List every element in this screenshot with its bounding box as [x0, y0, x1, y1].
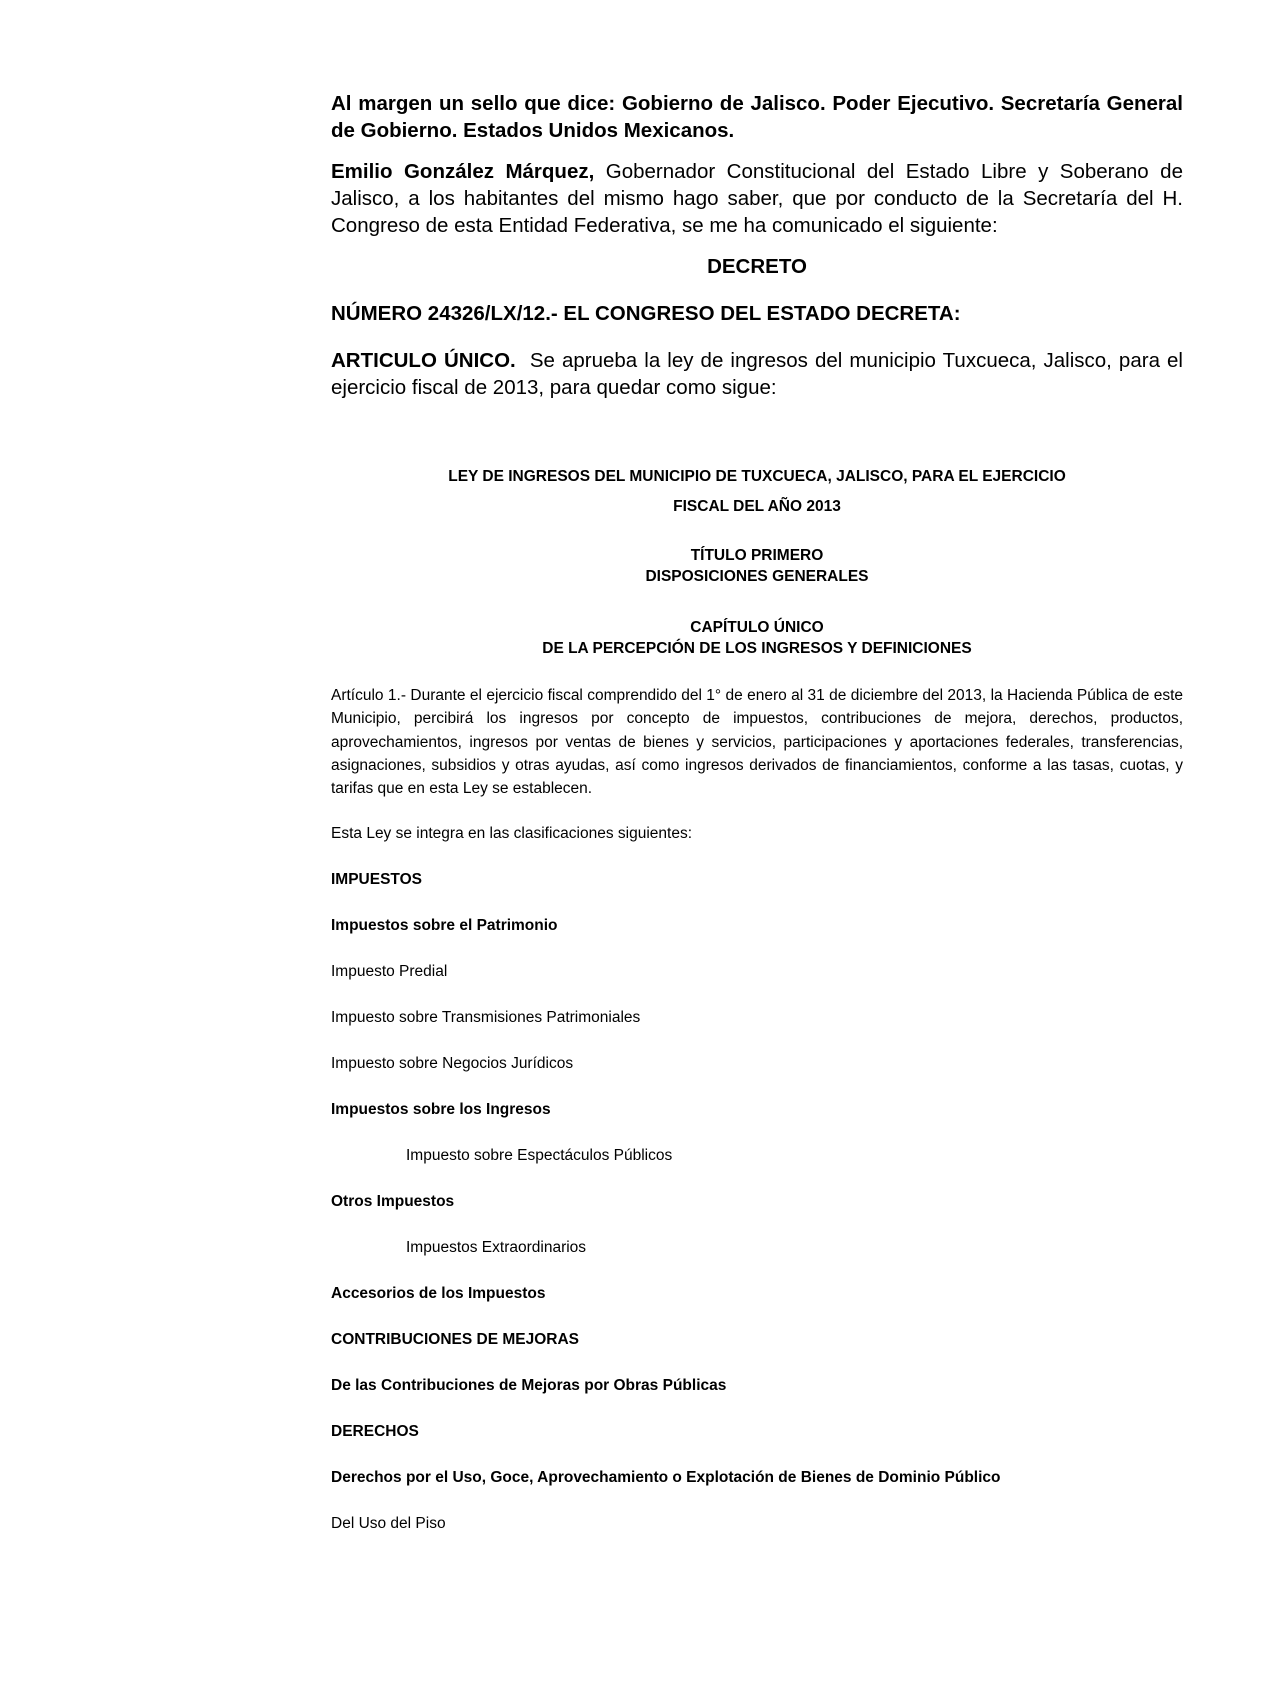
chapter-heading	[331, 617, 1183, 659]
title-first	[331, 545, 1183, 587]
title-first-line2: DISPOSICIONES GENERALES	[645, 568, 869, 585]
law-title	[331, 462, 1183, 522]
list-item-contribuciones: CONTRIBUCIONES DE MEJORAS	[331, 1331, 580, 1348]
chapter-line1: CAPÍTULO ÚNICO	[690, 619, 824, 636]
seal-notice: Al margen un sello que dice: Gobierno de Jalisco. Poder Ejecutivo. Secretaría General de Gobierno. Estados Unidos Mexicanos.	[331, 92, 1183, 142]
decree-heading: DECRETO	[707, 255, 807, 278]
list-item-uso-piso: Del Uso del Piso	[331, 1515, 446, 1532]
single-article-text: Se aprueba la ley de ingresos del municipio Tuxcueca, Jalisco, para el ejercicio fiscal de 2013, para quedar como sigue:	[331, 349, 1189, 399]
list-item-accesorios: Accesorios de los Impuestos	[331, 1285, 546, 1302]
list-item-impuestos-patrimonio: Impuestos sobre el Patrimonio	[331, 917, 558, 934]
governor-name: Emilio González Márquez,	[331, 160, 595, 183]
list-item-impuestos: IMPUESTOS	[331, 871, 423, 888]
single-article-label: ARTICULO ÚNICO.	[331, 349, 516, 372]
list-item-bienes-dominio: Derechos por el Uso, Goce, Aprovechamiento o Explotación de Bienes de Dominio Público	[331, 1469, 1001, 1486]
article-1: Artículo 1.- Durante el ejercicio fiscal comprendido del 1° de enero al 31 de diciembre del 2013, la Hacienda Pública de este Municipio, percibirá los ingresos por concepto de impuestos, contribuciones de mejora, derechos, productos, aprovechamientos, ingresos por ventas de bienes y servicios, participaciones y aportaciones federales, transferencias, asignaciones, subsidios y otras ayudas, así como ingresos derivados de financiamientos, conforme a las tasas, cuotas, y tarifas que en esta Ley se establecen.	[331, 687, 1183, 798]
governor-paragraph	[331, 158, 1183, 239]
governor-text: Gobernador Constitucional del Estado Libre y Soberano de Jalisco, a los habitantes del mismo hago saber, que por conducto de la Secretaría del H. Congreso de esta Entidad Federativa, se me ha comunicado el siguiente:	[331, 160, 1183, 237]
list-item-transmisiones: Impuesto sobre Transmisiones Patrimoniales	[331, 1009, 641, 1026]
list-item-obras-publicas: De las Contribuciones de Mejoras por Obras Públicas	[331, 1377, 727, 1394]
chapter-line2: DE LA PERCEPCIÓN DE LOS INGRESOS Y DEFINICIONES	[542, 640, 972, 657]
single-article-paragraph	[331, 347, 1189, 401]
decree-number: NÚMERO 24326/LX/12.- EL CONGRESO DEL ESTADO DECRETA:	[331, 302, 961, 325]
list-item-espectaculos: Impuesto sobre Espectáculos Públicos	[406, 1147, 673, 1164]
list-item-derechos: DERECHOS	[331, 1423, 419, 1440]
title-first-line1: TÍTULO PRIMERO	[690, 547, 824, 564]
list-item-impuesto-predial: Impuesto Predial	[331, 963, 448, 980]
law-title-line2: FISCAL DEL AÑO 2013	[673, 498, 841, 515]
list-item-negocios-juridicos: Impuesto sobre Negocios Jurídicos	[331, 1055, 574, 1072]
list-item-impuestos-ingresos: Impuestos sobre los Ingresos	[331, 1101, 551, 1118]
law-title-line1: LEY DE INGRESOS DEL MUNICIPIO DE TUXCUECA, JALISCO, PARA EL EJERCICIO	[448, 468, 1066, 485]
list-item-extraordinarios: Impuestos Extraordinarios	[406, 1239, 587, 1256]
classification-intro: Esta Ley se integra en las clasificaciones siguientes:	[331, 825, 693, 842]
list-item-otros-impuestos: Otros Impuestos	[331, 1193, 455, 1210]
